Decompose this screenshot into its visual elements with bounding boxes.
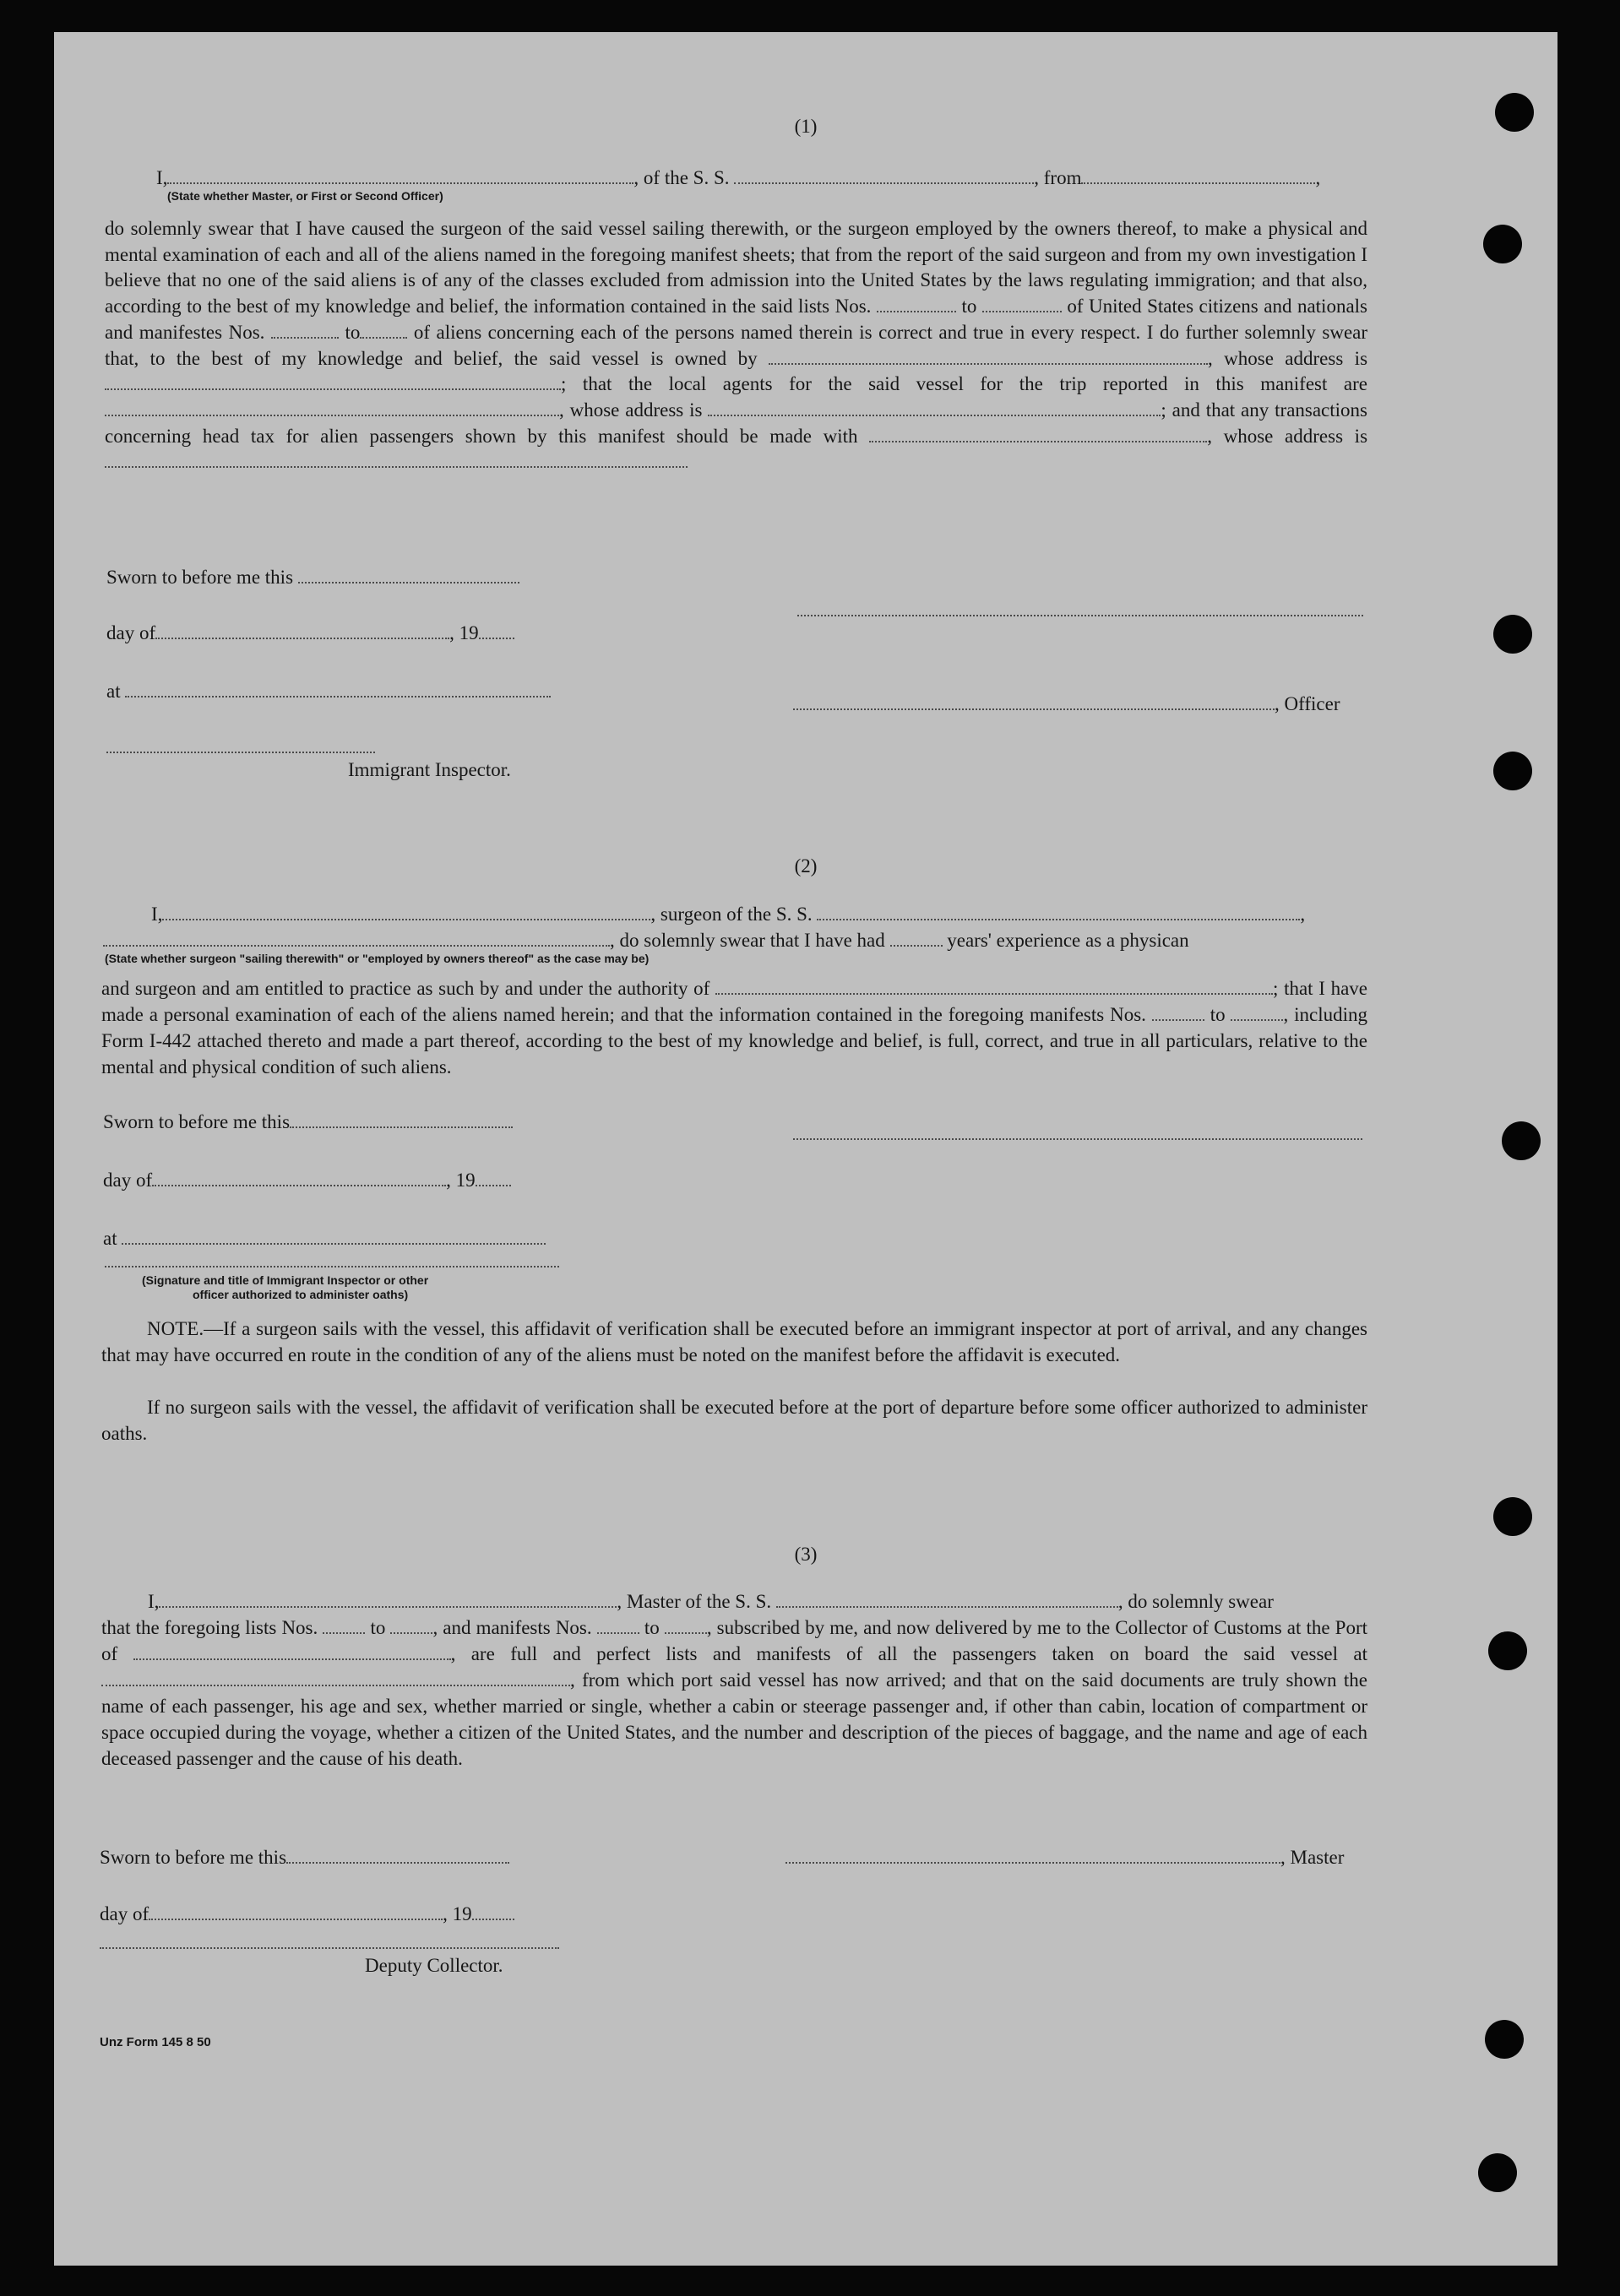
s2-line2 (103, 927, 1189, 953)
s1-oath-text-b: of United States citizens and nationals and manifestes Nos. (105, 296, 1367, 343)
s1-day-line (106, 620, 514, 646)
s2-sailing-field[interactable] (103, 930, 610, 947)
s3-to-label-2: to (644, 1617, 660, 1638)
s1-officer-signature-field[interactable] (793, 693, 1275, 710)
s1-owner-address-label: , whose address is (1208, 347, 1368, 369)
s2-day-field[interactable] (152, 1170, 446, 1186)
s2-year-field[interactable] (476, 1170, 511, 1186)
s1-officer-name-field[interactable] (167, 167, 633, 184)
s1-at-line (106, 678, 551, 704)
s3-day-field[interactable] (149, 1903, 443, 1920)
s1-at-field[interactable] (125, 681, 551, 697)
s1-year-field[interactable] (479, 622, 514, 639)
section-3-number: (3) (794, 1544, 818, 1565)
s1-year-label: , 19 (449, 622, 479, 643)
s1-sworn-line (106, 564, 519, 590)
s2-semicolon: ; (1273, 978, 1279, 999)
binder-hole (1483, 225, 1522, 263)
s1-inspector-label: Immigrant Inspector. (348, 759, 511, 780)
s2-surgeon-name-field[interactable] (162, 904, 650, 920)
s1-headtax-field[interactable] (869, 426, 1207, 442)
s1-to-label: to (961, 296, 977, 318)
s1-day-label: day of (106, 622, 156, 643)
binder-hole (1493, 615, 1532, 654)
binder-hole (1485, 2020, 1524, 2059)
s1-oath-text-a: do solemnly swear that I have caused the surgeon of the said vessel sailing therewith, or the surgeon employed by the owners thereof, to make a physical and mental examination of each and all of the aliens named in the foregoing manifest sheets; that from the report of the said surgeon and from my own investigation I believe that no one of the said aliens is of any of the classes excluded from admission into the United States by the laws regulating immigration; and that also, according to the best of my knowledge and belief, the information contained in the said lists Nos. (105, 218, 1367, 318)
s2-vessel-field[interactable] (817, 904, 1300, 920)
s1-comma: , (1207, 425, 1212, 447)
s3-vessel-field[interactable] (776, 1591, 1118, 1608)
section-1-number: (1) (794, 116, 818, 137)
s2-manifests-from-field[interactable] (1152, 1004, 1204, 1021)
binder-hole (1502, 1121, 1541, 1160)
s2-year-label: , 19 (446, 1170, 476, 1191)
s2-to-label: to (1210, 1004, 1226, 1025)
s3-master-signature-field[interactable] (786, 1847, 1280, 1864)
s2-sworn-field[interactable] (290, 1111, 513, 1128)
s2-sworn-label: Sworn to before me this (103, 1111, 291, 1132)
s1-officer-note: (State whether Master, or First or Second Officer) (167, 189, 443, 203)
s3-oath-text-d: , are full and perfect lists and manifests of all the passengers taken on board the said vessel at (450, 1643, 1368, 1664)
s2-oath-text-d: , including Form I-442 attached thereto and made a part thereof, according to the best of my knowledge and belief, is full, correct, and true in all particulars, relative to the mental and physical condition of such aliens. (101, 1004, 1367, 1077)
s1-manifests-to-field[interactable] (360, 322, 407, 339)
s2-at-line (103, 1225, 546, 1251)
s3-sworn-line (100, 1844, 509, 1870)
s2-oath-paragraph (101, 975, 1367, 1080)
s3-year-label: , 19 (443, 1903, 472, 1924)
s2-years-label: years' experience as a physican (947, 930, 1189, 951)
s3-port-field[interactable] (133, 1643, 451, 1660)
s3-manifests-from-field[interactable] (597, 1617, 639, 1634)
s2-day-label: day of (103, 1170, 153, 1191)
s2-signature-note-2: officer authorized to administer oaths) (193, 1288, 409, 1301)
s3-lists-to-field[interactable] (390, 1617, 432, 1634)
s2-note-paragraph-2: If no surgeon sails with the vessel, the affidavit of verification shall be executed before at the port of departure before some officer authorized to administer oaths. (101, 1397, 1367, 1444)
s2-at-field[interactable] (122, 1228, 546, 1245)
s1-agents-field[interactable] (105, 399, 559, 416)
s2-line1 (151, 901, 1305, 927)
s3-oath-text-e: , from which port said vessel has now arrived; and that on the said documents are truly shown the name of each passenger, his age and sex, whether married or single, whether a cabin or steerage passenger and, if other than cabin, location of compartment or space occupied during the voyage, whether a citizen of the United States, and the number and description of the pieces of baggage, and the name and age of each deceased passenger and the cause of his death. (101, 1669, 1367, 1769)
s1-manifests-from-field[interactable] (271, 322, 339, 339)
s1-i-label: I, (156, 167, 168, 188)
binder-hole (1493, 752, 1532, 790)
binder-hole (1495, 93, 1534, 132)
s1-ss-label: , of the S. S. (633, 167, 730, 188)
s1-at-label: at (106, 681, 121, 702)
s1-headtax-address-field[interactable] (105, 451, 688, 468)
s2-surgeon-signature-line[interactable] (793, 1138, 1362, 1140)
s1-day-field[interactable] (155, 622, 449, 639)
s2-oath-text-c: that I have made a personal examination of each of the aliens named herein; and that the information contained in the foregoing manifests Nos. (101, 978, 1368, 1025)
s3-deputy-label: Deputy Collector. (365, 1955, 503, 1976)
s3-oath-paragraph (101, 1615, 1367, 1772)
section-2-number: (2) (794, 855, 818, 877)
s2-swear-label: , do solemnly swear that I have had (610, 930, 885, 951)
s3-deputy-signature-line[interactable] (100, 1947, 559, 1949)
s1-owner-field[interactable] (769, 348, 1208, 365)
s1-owner-address-field[interactable] (105, 373, 561, 390)
s1-vessel-field[interactable] (734, 167, 1034, 184)
s1-oath-paragraph (105, 216, 1367, 475)
s2-manifests-to-field[interactable] (1231, 1004, 1283, 1021)
s2-sailing-note: (State whether surgeon "sailing therewith" or "employed by owners thereof" as the case may be) (105, 952, 650, 965)
s3-day-line (100, 1901, 514, 1927)
s2-years-field[interactable] (890, 930, 943, 947)
s2-inspector-signature-line[interactable] (105, 1266, 559, 1267)
s3-year-field[interactable] (472, 1903, 514, 1920)
s1-signature-line[interactable] (797, 615, 1363, 616)
s1-headtax-address-label: whose address is (1223, 425, 1368, 447)
s3-master-ss-label: , Master of the S. S. (617, 1591, 772, 1612)
s3-manifests-label: , and manifests Nos. (432, 1617, 592, 1638)
s2-i-label: I, (151, 904, 163, 925)
binder-hole (1478, 2153, 1517, 2192)
s1-sworn-field[interactable] (298, 567, 519, 583)
s1-lists-to-field[interactable] (982, 296, 1062, 312)
form-sheet (54, 32, 1557, 2266)
s1-from-label: , from (1034, 167, 1082, 188)
s1-lists-from-field[interactable] (877, 296, 956, 312)
s1-officer-label: , Officer (1275, 693, 1340, 714)
s3-manifests-to-field[interactable] (665, 1617, 707, 1634)
s1-sworn-label: Sworn to before me this (106, 567, 294, 588)
binder-hole (1488, 1631, 1527, 1670)
s3-master-label: , Master (1280, 1847, 1345, 1868)
s1-agents-address-field[interactable] (708, 399, 1161, 416)
s1-agents-label: ; that the local agents for the said vessel for the trip reported in this manifest are (561, 373, 1367, 395)
s3-lists-from-field[interactable] (323, 1617, 365, 1634)
s1-line1: I, , of the S. S. , from , (156, 167, 1321, 188)
s2-sworn-line (103, 1109, 513, 1135)
s2-surgeon-ss-label: , surgeon of the S. S. (650, 904, 813, 925)
s2-at-label: at (103, 1228, 117, 1249)
s2-day-line (103, 1167, 511, 1193)
s1-inspector-signature-line[interactable] (106, 752, 375, 753)
s3-swear-label: , do solemnly swear (1117, 1591, 1274, 1612)
s3-oath-text-c: , subscribed by me, and now delivered by me to the Collector of Customs at the Port of (101, 1617, 1368, 1664)
s2-oath-text-a: and surgeon and am entitled to practice as such by and under the authority of (101, 978, 710, 999)
s3-port-from-field[interactable] (101, 1669, 570, 1686)
s3-master-signature-line (786, 1844, 1344, 1870)
s2-note-paragraph-1: NOTE.—If a surgeon sails with the vessel, this affidavit of verification shall be executed before an immigrant inspector at port of arrival, and any changes that may have occurred en route in the condition of any of the aliens must be noted on the manifest before the affidavit is executed. (101, 1318, 1367, 1365)
s1-from-field[interactable] (1081, 167, 1315, 184)
binder-hole (1493, 1497, 1532, 1536)
s1-to-label-2: to (345, 321, 361, 343)
s3-to-label: to (370, 1617, 386, 1638)
s3-line1 (148, 1588, 1274, 1615)
s2-comma: , (1300, 904, 1306, 925)
s3-oath-text-a: that the foregoing lists Nos. (101, 1617, 318, 1638)
s3-master-name-field[interactable] (159, 1591, 617, 1608)
s1-headtax-label: ; and that any transactions concerning head tax for alien passengers shown by this manifest should be made with (105, 399, 1367, 447)
s3-i-label: I, (148, 1591, 160, 1612)
s1-officer-line (793, 691, 1340, 717)
s2-authority-field[interactable] (715, 978, 1273, 995)
s3-day-label: day of (100, 1903, 149, 1924)
s1-agents-address-label: , whose address is (559, 399, 703, 421)
s1-oath-text-c: of aliens concerning each of the persons named therein is correct and true in every respect. I do further solemnly swear that, to the best of my knowledge and belief, the said vessel is owned by (105, 321, 1368, 369)
s2-signature-note-1: (Signature and title of Immigrant Inspector or other (142, 1273, 429, 1287)
s3-sworn-label: Sworn to before me this (100, 1847, 287, 1868)
s3-sworn-field[interactable] (286, 1847, 509, 1864)
form-identifier: Unz Form 145 8 50 (100, 2035, 211, 2049)
